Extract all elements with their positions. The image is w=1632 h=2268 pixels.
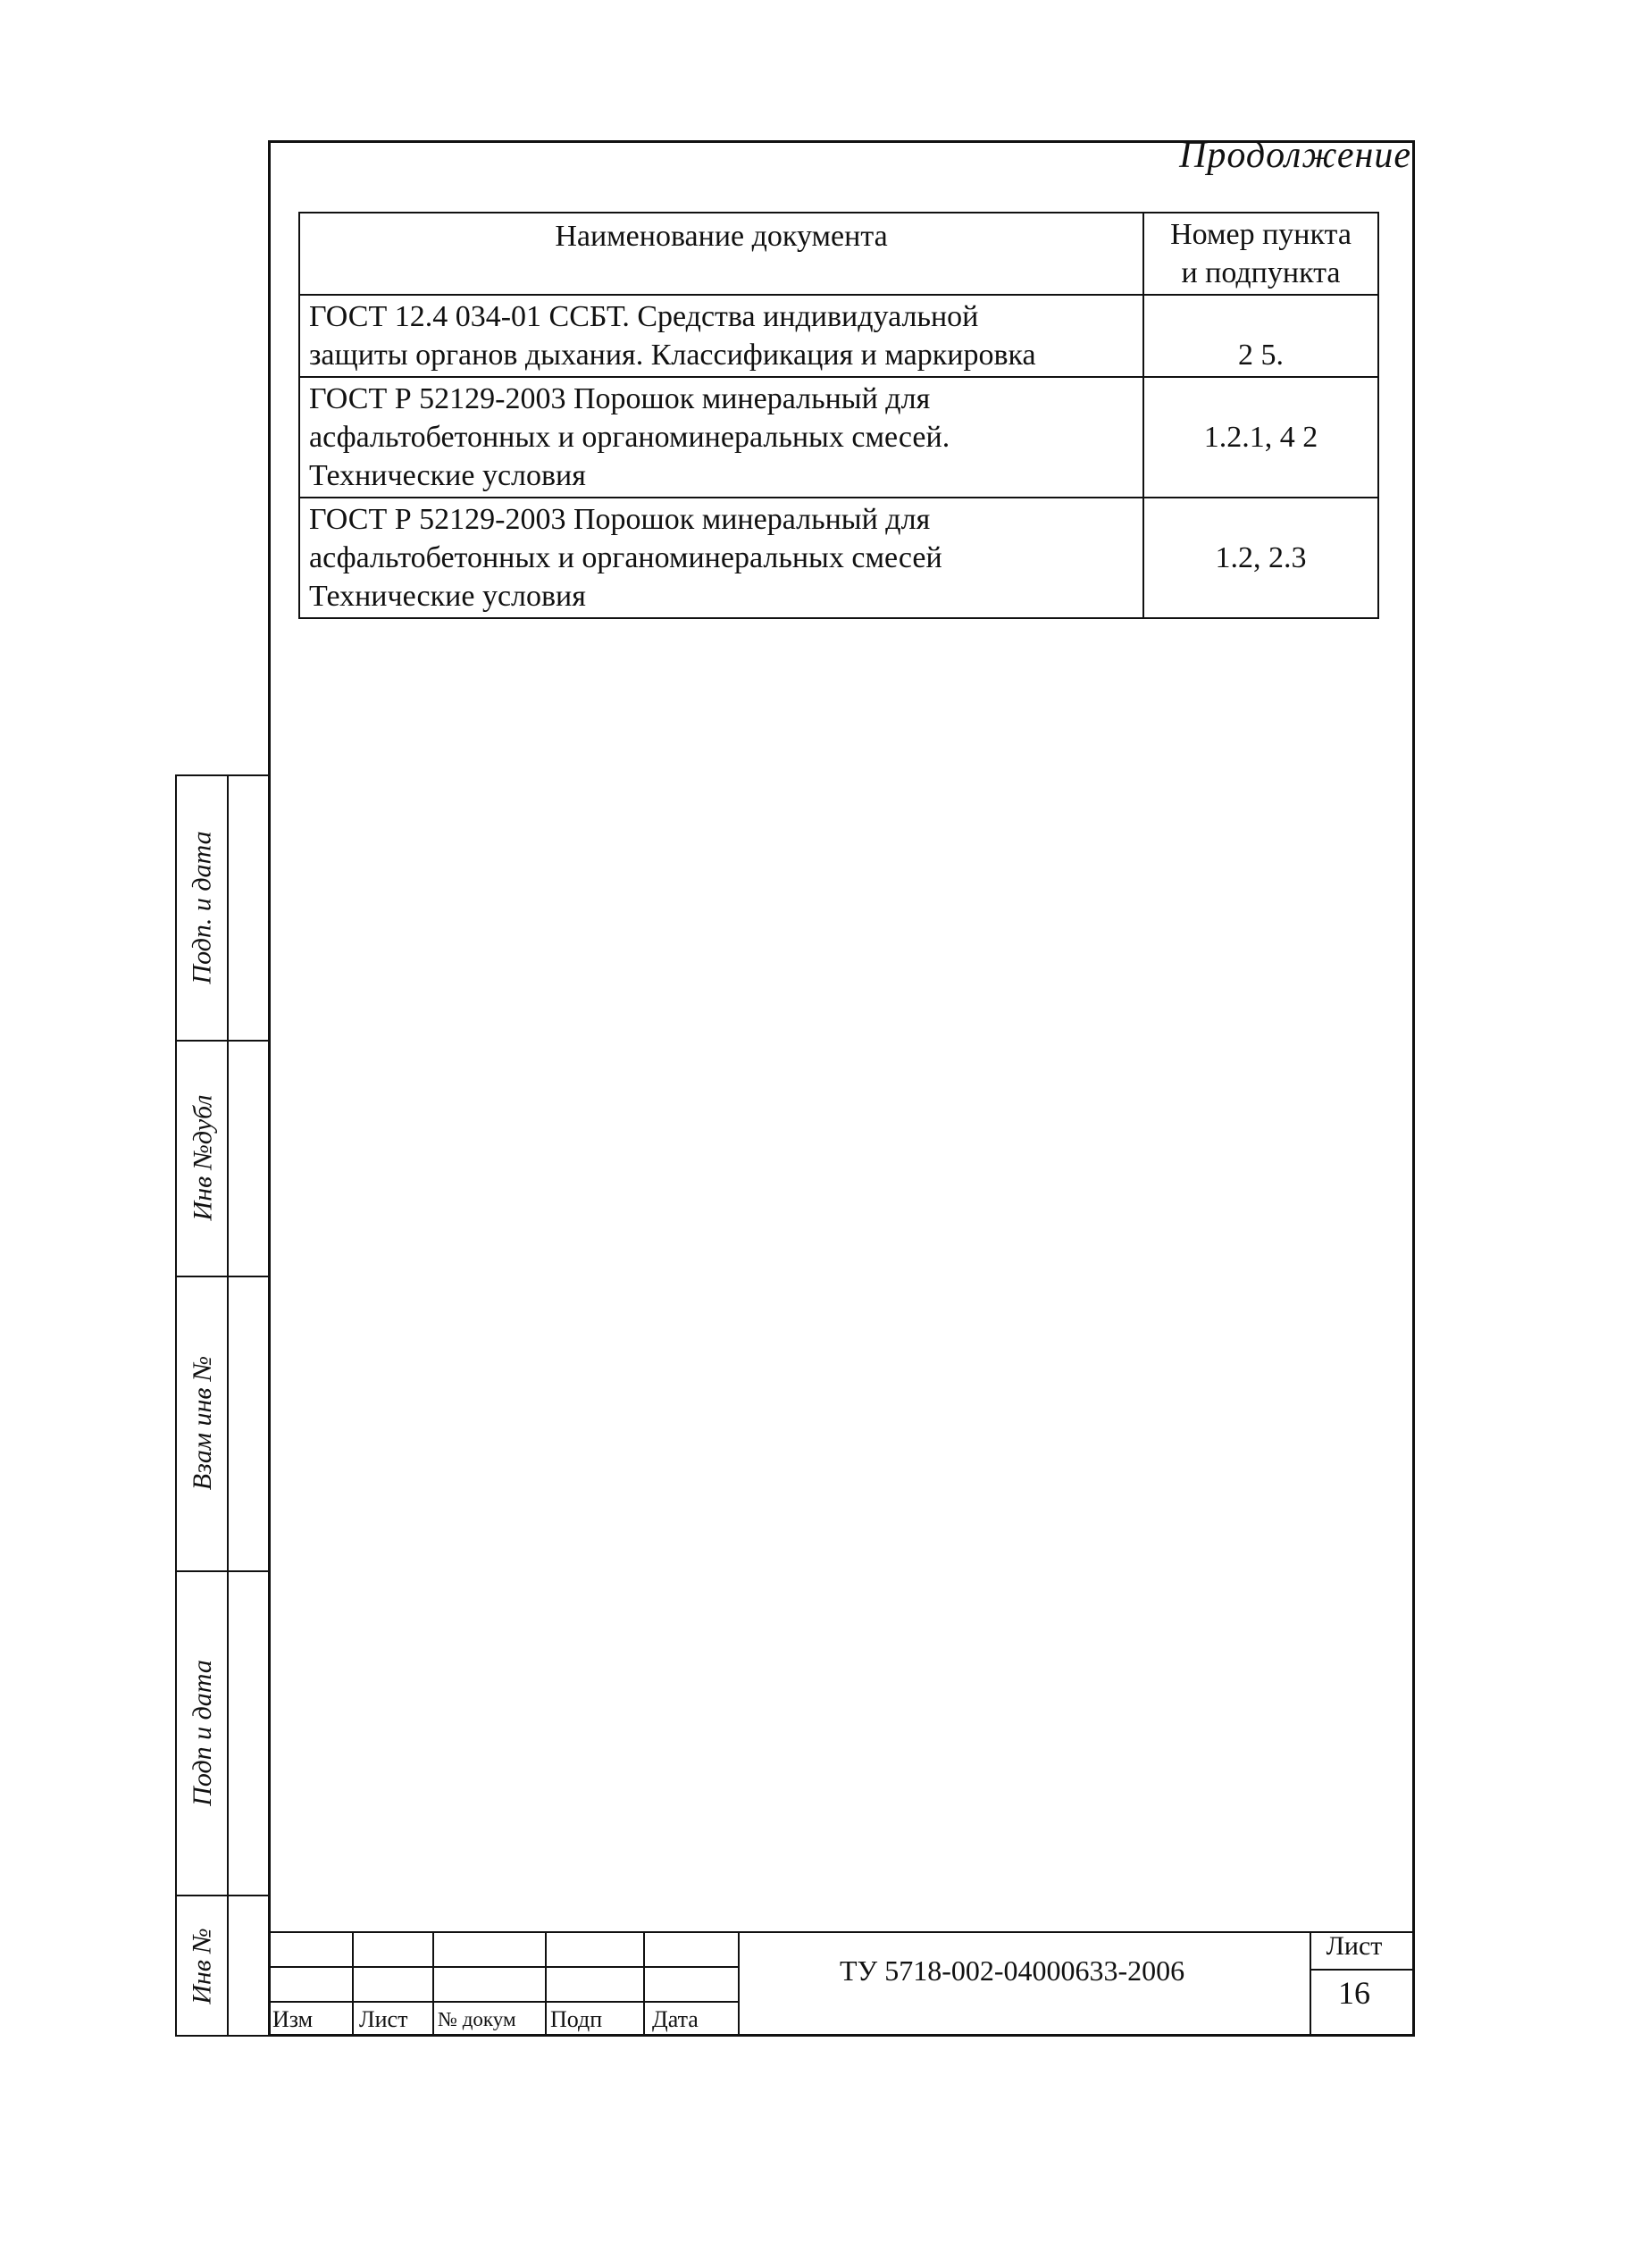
column-header-point-number: Номер пункта и подпункта <box>1143 213 1378 295</box>
table-row <box>299 498 1378 618</box>
continuation-label: Продолжение <box>1179 135 1411 176</box>
table-row <box>299 295 1378 377</box>
margin-label-signature-date-2: Подп и дата <box>188 1659 217 1806</box>
document-name-cell: ГОСТ Р 52129-2003 Порошок минеральный для асфальтобетонных и органоминеральных смесей. Технические условия <box>299 377 1143 498</box>
margin-label-signature-date: Подп. и дата <box>188 830 217 984</box>
document-name-cell: ГОСТ Р 52129-2003 Порошок минеральный для асфальтобетонных и органоминеральных смесей Технические условия <box>299 498 1143 618</box>
point-number-cell: 2 5. <box>1143 295 1378 377</box>
document-code: ТУ 5718-002-04000633-2006 <box>840 1954 1185 1987</box>
sheet-label: Лист <box>1326 1931 1383 1961</box>
point-number-cell: 1.2, 2.3 <box>1143 498 1378 618</box>
margin-label-replacement-inventory: Взам инв № <box>188 1355 217 1491</box>
title-block-column-document-number: № докум <box>438 2008 516 2030</box>
margin-label-duplicate-inventory: Инв №дубл <box>188 1094 217 1221</box>
margin-label-original-inventory: Инв № <box>188 1927 218 2004</box>
sheet-number: 16 <box>1338 1975 1370 2011</box>
point-number-cell: 1.2.1, 4 2 <box>1143 377 1378 498</box>
margin-strip-divider <box>227 774 229 2037</box>
title-block-column-change: Изм <box>272 2006 314 2032</box>
reference-documents-table <box>298 212 1379 619</box>
column-header-document-name: Наименование документа <box>299 213 1143 295</box>
title-block-column-date: Дата <box>652 2006 699 2032</box>
title-block-column-sheet: Лист <box>359 2006 408 2032</box>
title-block-column-signature: Подп <box>550 2006 603 2032</box>
document-name-cell: ГОСТ 12.4 034-01 ССБТ. Средства индивидуальной защиты органов дыхания. Классификация и маркировка <box>299 295 1143 377</box>
table-row <box>299 377 1378 498</box>
table-header-row <box>299 213 1378 295</box>
